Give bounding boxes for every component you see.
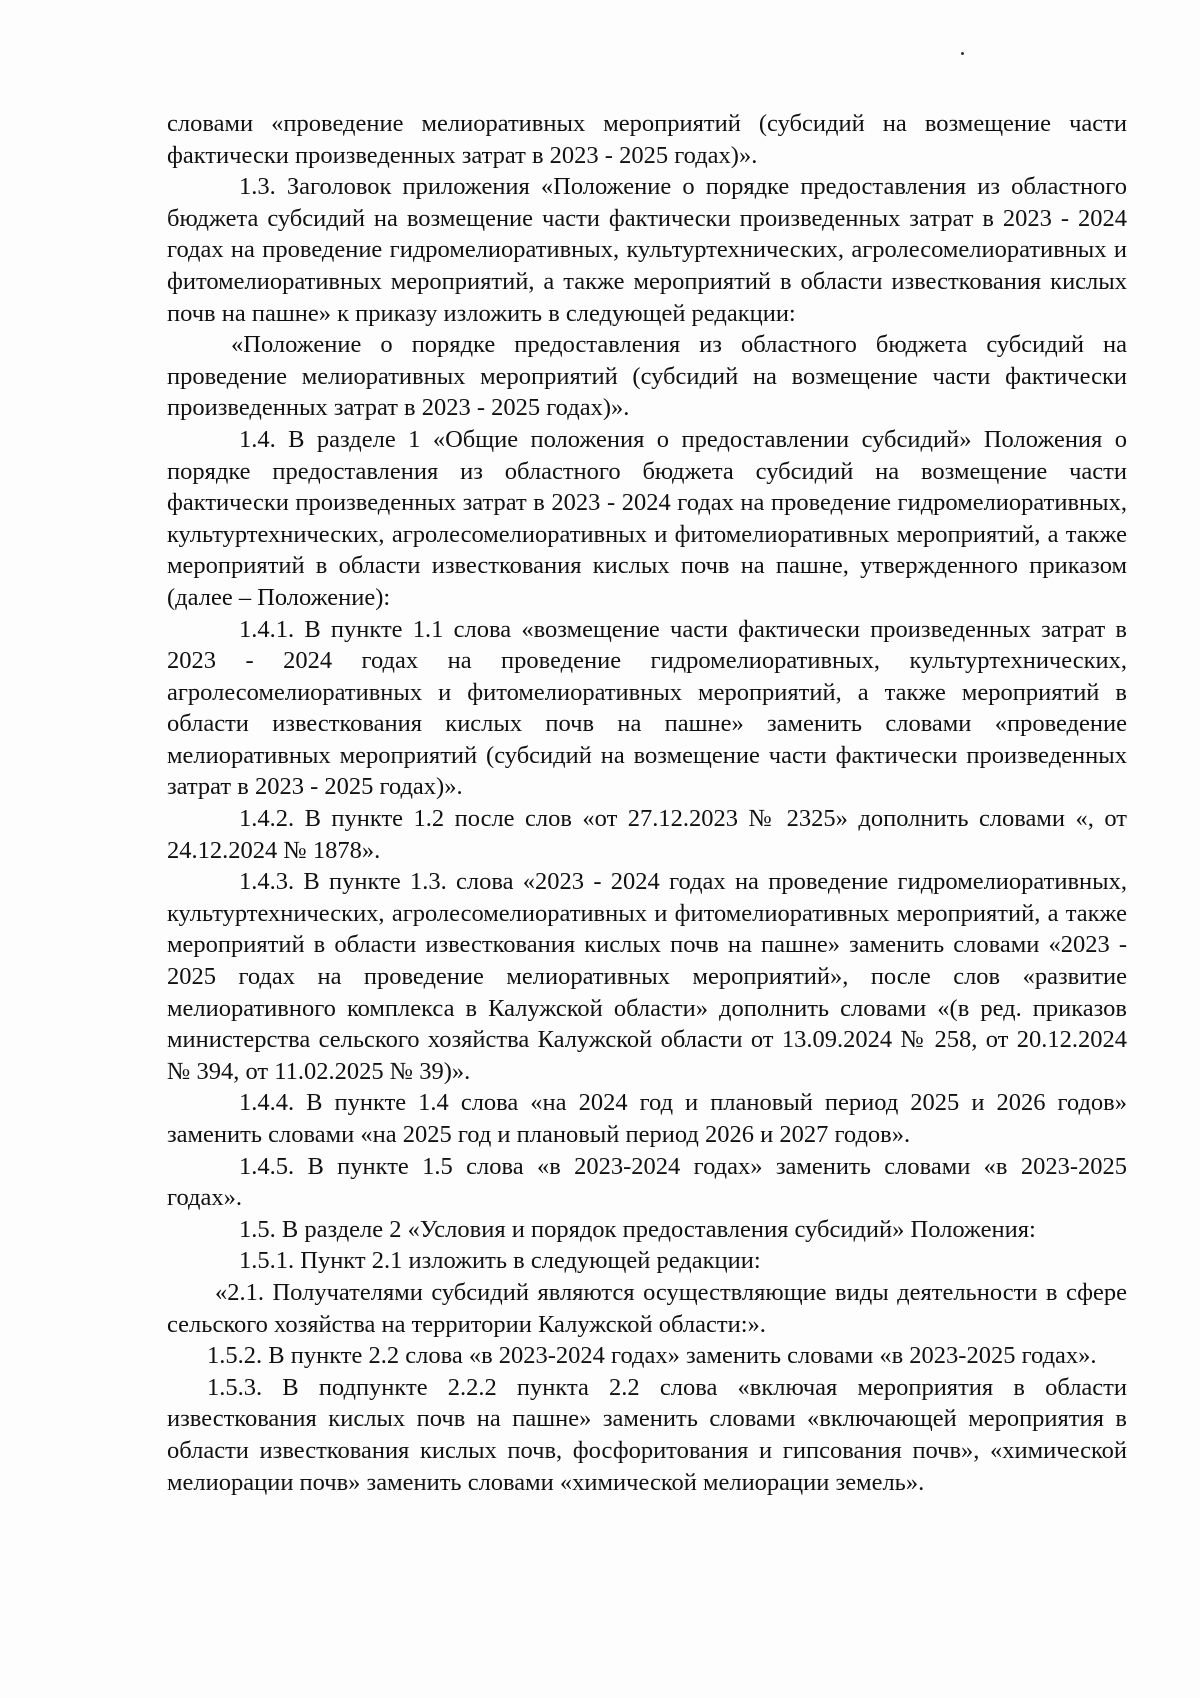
paragraph-1-4: 1.4. В разделе 1 «Общие положения о предоставлении субсидий» Положения о порядке предоставления из областного бюджета субсидий на возмещение части фактически произведенных затрат в 2023 - 2024 годах на проведение гидромелиоративных, культуртехнических, агролесомелиоративных и фитомелиоративных мероприятий, а также мероприятий в области известкования кислых почв на пашне, утвержденного приказом (далее – Положение): bbox=[167, 425, 1127, 611]
paragraph-1-4-4: 1.4.4. В пункте 1.4 слова «на 2024 год и плановый период 2025 и 2026 годов» заменить словами «на 2025 год и плановый период 2026 и 2027 годов». bbox=[167, 1089, 1127, 1148]
paragraph-1-3: 1.3. Заголовок приложения «Положение о порядке предоставления из областного бюджета субсидий на возмещение части фактически произведенных затрат в 2023 - 2024 годах на проведение гидромелиоративных, культуртехнических, агролесомелиоративных и фитомелиоративных мероприятий, а также мероприятий в области известкования кислых почв на пашне» к приказу изложить в следующей редакции: bbox=[167, 173, 1127, 327]
paragraph-1-4-3: 1.4.3. В пункте 1.3. слова «2023 - 2024 годах на проведение гидромелиоративных, культуртехнических, агролесомелиоративных и фитомелиоративных мероприятий, а также мероприятий в области известкования кислых почв на пашне» заменить словами «2023 - 2025 годах на проведение мелиоративных мероприятий», после слов «развитие мелиоративного комплекса в Калужской области» дополнить словами «(в ред. приказов министерства сельского хозяйства Калужской области от 13.09.2024 № 258, от 20.12.2024 № 394, от 11.02.2025 № 39)». bbox=[167, 868, 1127, 1085]
paragraph-1-4-1: 1.4.1. В пункте 1.1 слова «возмещение части фактически произведенных затрат в 2023 - 2024 годах на проведение гидромелиоративных, культуртехнических, агролесомелиоративных и фитомелиоративных мероприятий, а также мероприятий в области известкования кислых почв на пашне» заменить словами «проведение мелиоративных мероприятий (субсидий на возмещение части фактически произведенных затрат в 2023 - 2025 годах)». bbox=[167, 615, 1127, 801]
paragraph-1-5: 1.5. В разделе 2 «Условия и порядок предоставления субсидий» Положения: bbox=[239, 1215, 1036, 1243]
paragraph-1-4-5: 1.4.5. В пункте 1.5 слова «в 2023-2024 годах» заменить словами «в 2023-2025 годах». bbox=[167, 1152, 1127, 1212]
document-body bbox=[167, 108, 1127, 1498]
paragraph-continuation: словами «проведение мелиоративных мероприятий (субсидий на возмещение части фактически произведенных затрат в 2023 - 2025 годах)». bbox=[167, 110, 1127, 169]
scan-speck bbox=[961, 52, 964, 55]
paragraph-1-5-1: 1.5.1. Пункт 2.1 изложить в следующей редакции: bbox=[239, 1247, 761, 1275]
paragraph-quoted-title: «Положение о порядке предоставления из областного бюджета субсидий на проведение мелиоративных мероприятий (субсидий на возмещение части фактически произведенных затрат в 2023 - 2025 годах)». bbox=[167, 331, 1127, 422]
paragraph-1-5-2: 1.5.2. В пункте 2.2 слова «в 2023-2024 годах» заменить словами «в 2023-2025 годах». bbox=[207, 1342, 1097, 1370]
paragraph-1-4-2: 1.4.2. В пункте 1.2 после слов «от 27.12.2023 № 2325» дополнить словами «, от 24.12.2024 № 1878». bbox=[167, 805, 1127, 864]
paragraph-1-5-3: 1.5.3. В подпункте 2.2.2 пункта 2.2 слова «включая мероприятия в области известкования кислых почв на пашне» заменить словами «включающей мероприятия в области известкования кислых почв, фосфоритования и гипсования почв», «химической мелиорации почв» заменить словами «химической мелиорации земель». bbox=[167, 1373, 1127, 1496]
paragraph-2-1-quote: «2.1. Получателями субсидий являются осуществляющие виды деятельности в сфере сельского хозяйства на территории Калужской области:». bbox=[167, 1278, 1127, 1338]
